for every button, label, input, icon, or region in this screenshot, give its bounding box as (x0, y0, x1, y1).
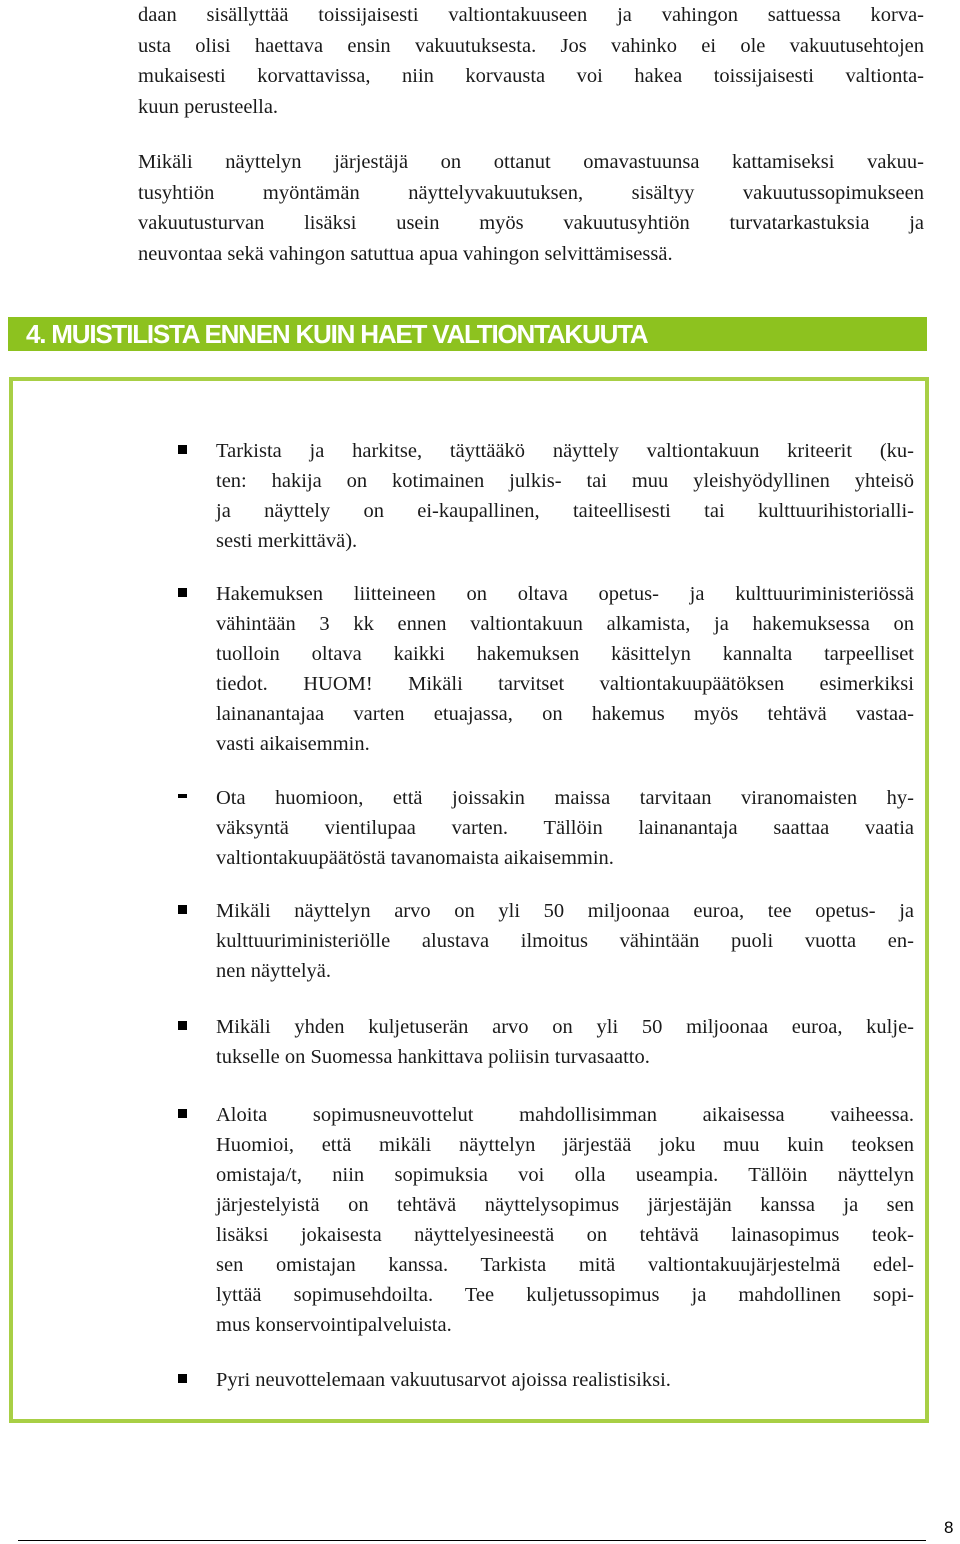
text-line: lyttää sopimusehdoilta. Tee kuljetussopimus ja mahdollinen sopi- (216, 1284, 914, 1306)
checklist-item (216, 579, 914, 759)
page-number: 8 (944, 1518, 954, 1537)
text-line: Mikäli yhden kuljetuserän arvo on yli 50 miljoonaa euroa, kulje- (216, 1016, 914, 1038)
square-bullet-icon (178, 1374, 187, 1383)
text-line: mus konservointipalveluista. (216, 1314, 452, 1336)
text-line: neuvontaa sekä vahingon satuttua apua vahingon selvittämisessä. (138, 242, 673, 265)
text-line: valtiontakuupäätöstä tavanomaista aikaisemmin. (216, 847, 614, 869)
section-heading: 4. MUISTILISTA ENNEN KUIN HAET VALTIONTAKUUTA (26, 319, 648, 349)
checklist-item (216, 1100, 914, 1340)
text-line: ten: hakija on kotimainen julkis- tai muu yleishyödyllinen yhteisö (216, 470, 914, 492)
text-line: sen omistajan kanssa. Tarkista mitä valtiontakuujärjestelmä edel- (216, 1254, 914, 1276)
text-line: vakuutusturvan lisäksi usein myös vakuutusyhtiön turvatarkastuksia ja (138, 212, 924, 234)
checklist-item (216, 436, 914, 556)
text-line: omistaja/t, niin sopimuksia voi olla useampia. Tällöin näyttelyn (216, 1164, 914, 1186)
text-line: tukselle on Suomessa hankittava poliisin turvasaatto. (216, 1046, 650, 1068)
square-bullet-icon (178, 905, 187, 914)
text-line: Mikäli näyttelyn arvo on yli 50 miljoonaa euroa, tee opetus- ja (216, 900, 914, 922)
footer-rule (18, 1540, 926, 1541)
square-bullet-icon (178, 1109, 187, 1118)
text-line: Mikäli näyttelyn järjestäjä on ottanut omavastuunsa kattamiseksi vakuu- (138, 151, 924, 173)
checklist-item (216, 1365, 914, 1395)
text-line: Huomioi, että mikäli näyttelyn järjestää joku muu kuin teoksen (216, 1134, 914, 1156)
checklist-item (216, 783, 914, 873)
text-line: vähintään 3 kk ennen valtiontakuun alkamista, ja hakemuksessa on (216, 613, 914, 635)
text-line: kuun perusteella. (138, 95, 279, 118)
section-heading-bar (8, 317, 927, 351)
checklist-item (216, 896, 914, 986)
text-line: ja näyttely on ei-kaupallinen, taiteellisesti tai kulttuurihistorialli- (216, 500, 914, 522)
text-line: järjestelyistä on tehtävä näyttelysopimus järjestäjän kanssa ja sen (216, 1194, 914, 1216)
text-line: väksyntä vientilupaa varten. Tällöin lainanantaja saattaa vaatia (216, 817, 914, 839)
dash-bullet-icon (178, 794, 187, 798)
text-line: vasti aikaisemmin. (216, 733, 370, 755)
text-line: tusyhtiön myöntämän näyttelyvakuutuksen, sisältyy vakuutussopimukseen (138, 181, 924, 204)
text-line: usta olisi haettava ensin vakuutuksesta. Jos vahinko ei ole vakuutusehtojen (138, 34, 924, 57)
text-line: tuolloin oltava kaikki hakemuksen käsittelyn kannalta tarpeelliset (216, 643, 914, 665)
text-line: tiedot. HUOM! Mikäli tarvitset valtiontakuupäätöksen esimerkiksi (216, 673, 914, 695)
square-bullet-icon (178, 1021, 187, 1030)
text-line: sesti merkittävä). (216, 530, 358, 552)
text-line: Hakemuksen liitteineen on oltava opetus- ja kulttuuriministeriössä (216, 583, 914, 605)
intro-paragraph-2 (138, 147, 924, 269)
text-line: Pyri neuvottelemaan vakuutusarvot ajoissa realistisiksi. (216, 1369, 671, 1391)
text-line: kulttuuriministeriölle alustava ilmoitus vähintään puoli vuotta en- (216, 930, 914, 952)
text-line: nen näyttelyä. (216, 960, 331, 982)
text-line: lisäksi jokaisesta näyttelyesineestä on tehtävä lainasopimus teok- (216, 1224, 914, 1246)
text-line: Tarkista ja harkitse, täyttääkö näyttely valtiontakuun kriteerit (ku- (216, 440, 914, 462)
text-line: mukaisesti korvattavissa, niin korvausta voi hakea toissijaisesti valtionta- (138, 65, 924, 87)
intro-paragraph-1 (138, 0, 924, 122)
square-bullet-icon (178, 445, 187, 454)
text-line: lainanantajaa varten etuajassa, on hakemus myös tehtävä vastaa- (216, 703, 914, 725)
square-bullet-icon (178, 588, 187, 597)
checklist-item (216, 1012, 914, 1072)
text-line: Aloita sopimusneuvottelut mahdollisimman aikaisessa vaiheessa. (216, 1104, 914, 1126)
text-line: daan sisällyttää toissijaisesti valtiontakuuseen ja vahingon sattuessa korva- (138, 4, 924, 26)
text-line: Ota huomioon, että joissakin maissa tarvitaan viranomaisten hy- (216, 787, 914, 809)
